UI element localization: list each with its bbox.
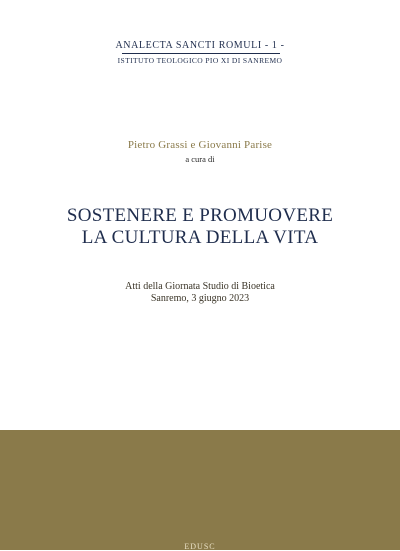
institute-name: ISTITUTO TEOLOGICO PIO XI DI SANREMO [117,56,283,65]
editors-note: a cura di [185,154,215,164]
cover-gold-band [0,430,400,550]
series-divider [122,53,280,54]
proceedings-line-2: Sanremo, 3 giugno 2023 [150,293,250,304]
authors: Pietro Grassi e Giovanni Parise [127,139,273,151]
book-title [0,205,400,249]
publisher-name: EDUSC [184,542,216,551]
series-title: ANALECTA SANCTI ROMULI - 1 - [115,40,285,51]
book-title-line-1: SOSTENERE E PROMUOVERE [66,205,334,226]
book-title-line-2: LA CULTURA DELLA VITA [81,227,319,248]
proceedings-line-1: Atti della Giornata Studio di Bioetica [125,281,275,292]
proceedings-info [0,281,400,305]
